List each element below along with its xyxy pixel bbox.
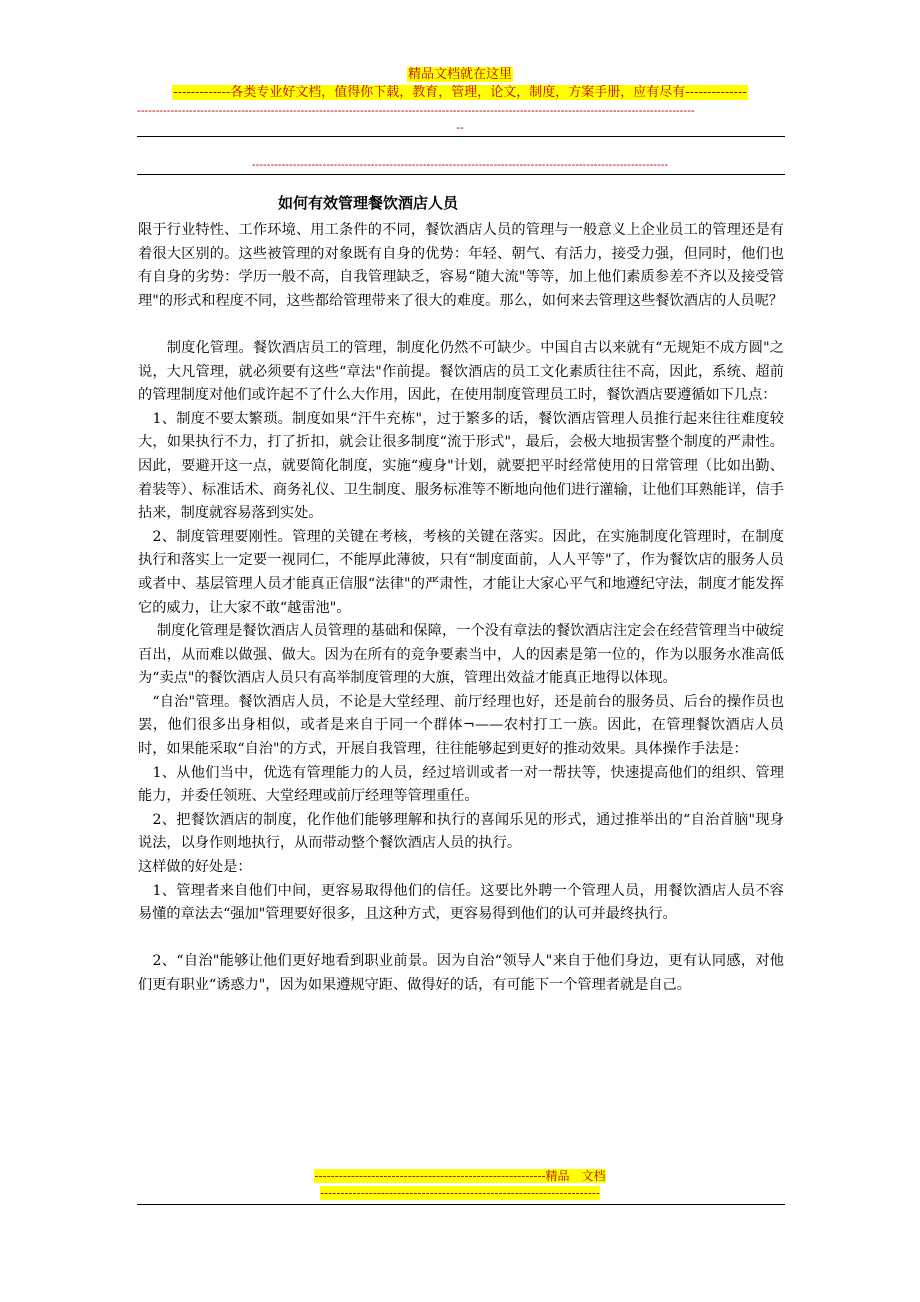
article-paragraph: 2、把餐饮酒店的制度，化作他们能够理解和执行的喜闻乐见的形式，通过推举出的“自治首脑"现身说法，以身作则地执行，从而带动整个餐饮酒店人员的执行。	[138, 811, 784, 852]
article-paragraph: 限于行业特性、工作环境、用工条件的不同，餐饮酒店人员的管理与一般意义上企业员工的管理还是有着很大区别的。这些被管理的对象既有自身的优势：年轻、朝气、有活力，接受力强，但同时，他们也有自身的劣势：学历一般不高，自我管理缺乏，容易“随大流"等等，加上他们素质参差不齐以及接受管理"的形式和程度不同，这些都给管理带来了很大的难度。那么，如何来去管理这些餐饮酒店的人员呢？	[138, 222, 784, 309]
article-paragraph: 这样做的好处是：	[138, 859, 252, 876]
header-dash-line-tail: --	[456, 121, 464, 134]
article-paragraph: 2、“自治"能够让他们更好地看到职业前景。因为自治“领导人"来自于他们身边，更有认同感，对他们更有职业“诱惑力"，因为如果遵规守距、做得好的话，有可能下一个管理者就是自己。	[138, 953, 784, 993]
footer-line-2: ---------------------------------------------------------------------	[320, 1186, 600, 1200]
header-subtitle: -------------各类专业好文档，值得你下载，教育，管理，论文，制度，方案手册，应有尽有--------------	[173, 85, 747, 100]
footer-line-1: ---------------------------------------------------------精品 文档	[314, 1169, 606, 1183]
header-dash-line: ------------------------------------------------------------------------------------------------------------------------------------------------------	[137, 104, 695, 117]
article-paragraph: “自治"管理。餐饮酒店人员，不论是大堂经理、前厅经理也好，还是前台的服务员、后台的操作员也罢，他们很多出身相似，或者是来自于同一个群体¬——农村打工一族。因此，在管理餐饮酒店人员时，如果能采取“自治"的方式，开展自我管理，往往能够起到更好的推动效果。具体操作手法是：	[138, 693, 784, 758]
article-paragraph: 1、制度不要太繁琐。制度如果“汗牛充栋"，过于繁多的话，餐饮酒店管理人员推行起来往往难度较大，如果执行不力，打了折扣，就会让很多制度“流于形式"，最后，会极大地损害整个制度的严肃性。因此，要避开这一点，就要简化制度，实施“瘦身"计划，就要把平时经常使用的日常管理（比如出勤、着装等）、标准话术、商务礼仪、卫生制度、服务标准等不断地向他们进行灌输，让他们耳熟能详，信手拈来，制度就容易落到实处。	[138, 410, 784, 522]
header-title: 精品文档就在这里	[407, 67, 512, 82]
article-paragraph: 2、制度管理要刚性。管理的关键在考核，考核的关键在落实。因此，在实施制度化管理时，在制度执行和落实上一定要一视同仁，不能厚此薄彼，只有“制度面前，人人平等"了，作为餐饮店的服务人员或者中、基层管理人员才能真正信服“法律"的严肃性，才能让大家心平气和地遵纪守法，制度才能发挥它的威力，让大家不敢“越雷池"。	[138, 528, 784, 616]
article-paragraph: 1、从他们当中，优选有管理能力的人员，经过培训或者一对一帮扶等，快速提高他们的组织、管理能力，并委任领班、大堂经理或前厅经理等管理重任。	[138, 764, 784, 805]
article-paragraph: 制度化管理是餐饮酒店人员管理的基础和保障，一个没有章法的餐饮酒店注定会在经营管理当中破绽百出，从而难以做强、做大。因为在所有的竞争要素当中，人的因素是第一位的，作为以服务水准高低为“卖点"的餐饮酒店人员只有高举制度管理的大旗，管理出效益才能真正地得以体现。	[138, 623, 784, 687]
article-paragraph: 1、管理者来自他们中间，更容易取得他们的信任。这要比外聘一个管理人员，用餐饮酒店人员不容易懂的章法去“强加"管理要好很多，且这种方式，更容易得到他们的认可并最终执行。	[138, 882, 784, 923]
article-title: 如何有效管理餐饮酒店人员	[278, 194, 459, 212]
header-rule-top	[137, 136, 785, 137]
article-paragraph: 制度化管理。餐饮酒店员工的管理，制度化仍然不可缺少。中国自古以来就有“无规矩不成方圆"之说，大凡管理，就必须要有这些“章法"作前提。餐饮酒店的员工文化素质往往不高，因此，系统、超前的管理制度对他们或许起不了什么大作用，因此，在使用制度管理员工时，餐饮酒店要遵循如下几点：	[138, 339, 784, 404]
header-dash-line-2: ----------------------------------------------------------------------------------------------------------------	[251, 158, 669, 171]
article-body	[138, 219, 784, 998]
footer-rule	[137, 1204, 785, 1205]
header-rule-bottom	[137, 174, 785, 175]
